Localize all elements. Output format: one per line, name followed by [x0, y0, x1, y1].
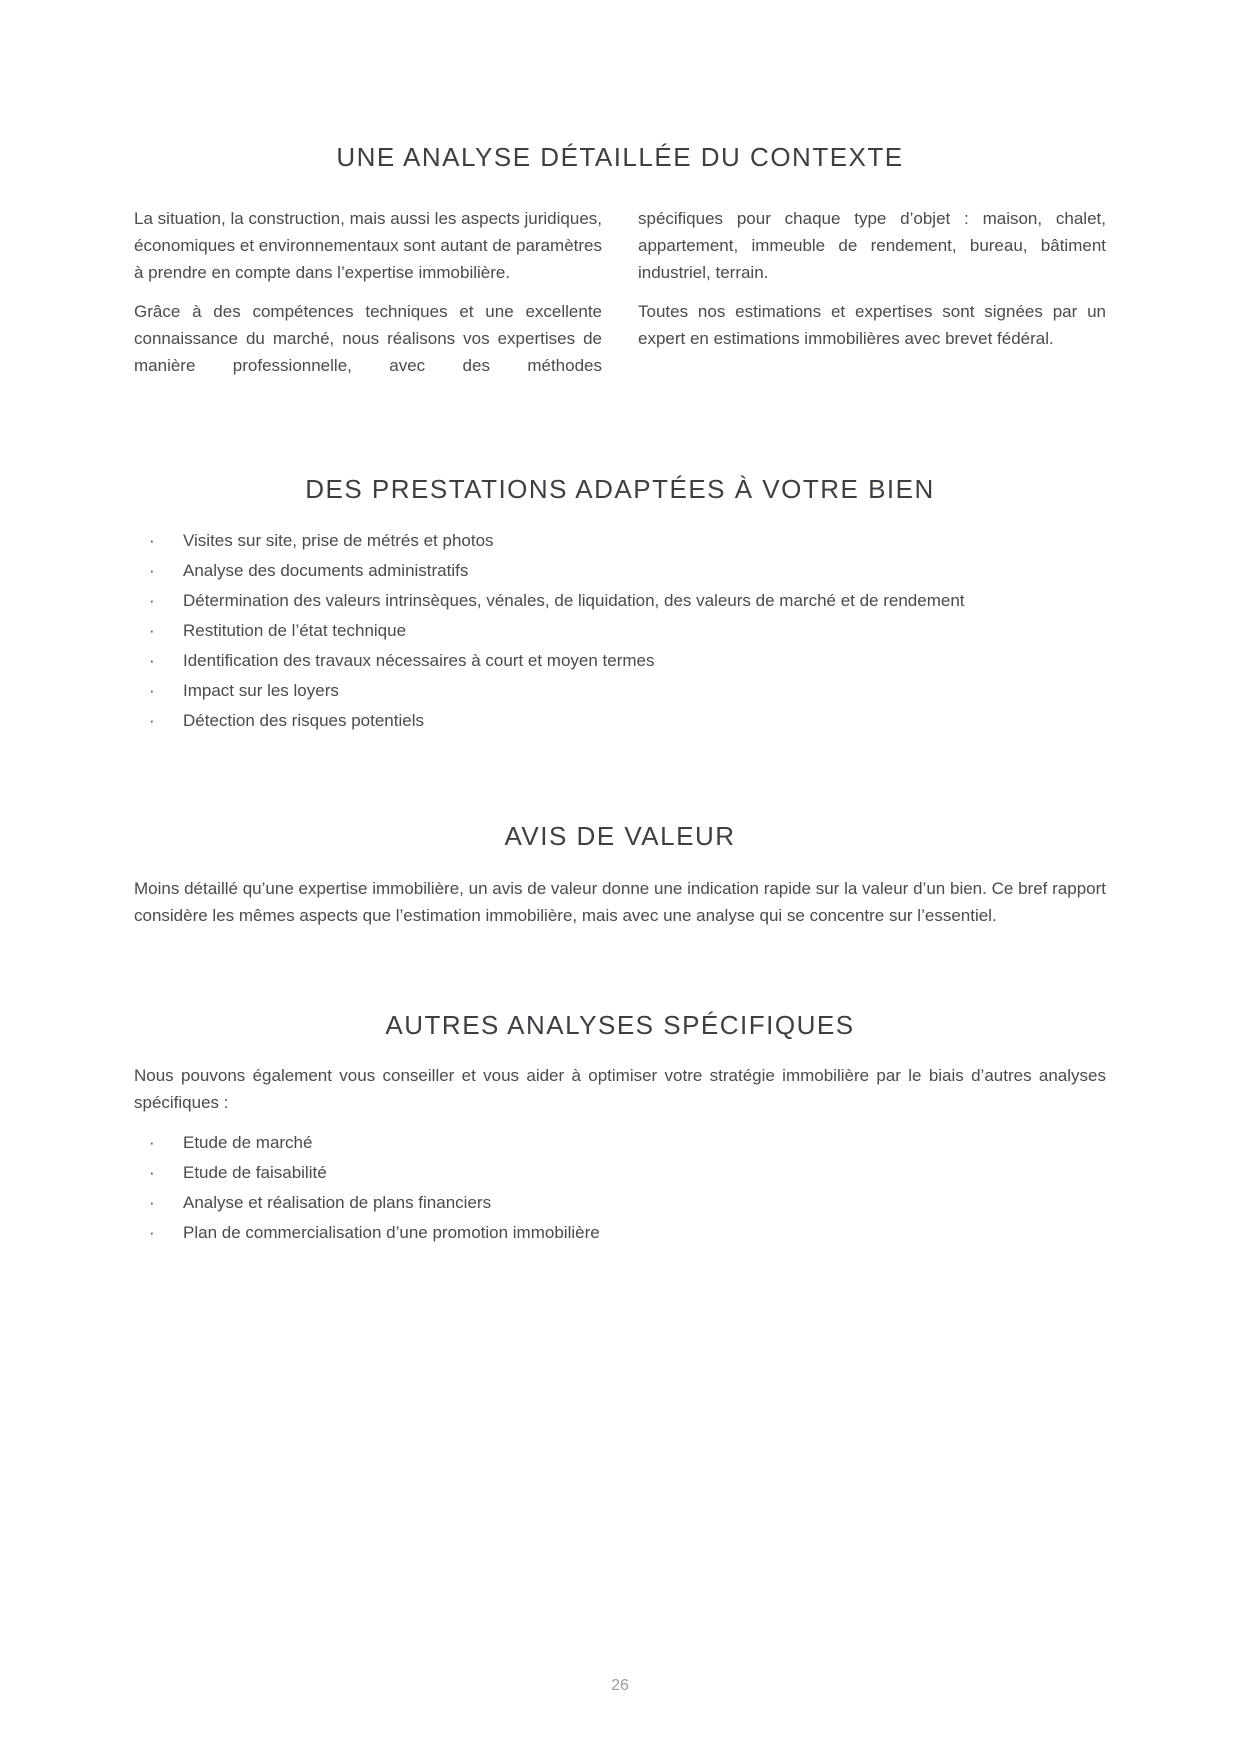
list-item-label: Plan de commercialisation d’une promotion immobilière [183, 1223, 600, 1242]
context-paragraph: Grâce à des compétences techniques et une excellente connaissance du marché, nous réalisons vos expertises de manière professionnelle, avec des méthodes [134, 302, 602, 375]
list-item-label: Restitution de l’état technique [183, 621, 407, 640]
avis-body: Moins détaillé qu’une expertise immobilière, un avis de valeur donne une indication rapide sur la valeur d’un bien. Ce bref rapport considère les mêmes aspects que l’estimation immobilière, mais avec une analyse qui se concentre sur l’essentiel. [134, 879, 1106, 925]
list-item [134, 526, 1106, 556]
section-context [134, 141, 1106, 379]
context-paragraph: spécifiques pour chaque type d’objet : maison, chalet, appartement, immeuble de rendement, bureau, bâtiment industriel, terrain. [638, 209, 1106, 282]
bullet-icon: · [149, 531, 155, 550]
context-column-right [638, 205, 1106, 379]
autres-intro: Nous pouvons également vous conseiller et vous aider à optimiser votre stratégie immobilière par le biais d’autres analyses spécifiques : [134, 1066, 1106, 1112]
list-item [134, 706, 1106, 736]
list-item-label: Détermination des valeurs intrinsèques, vénales, de liquidation, des valeurs de marché et de rendement [183, 591, 965, 610]
list-item-label: Visites sur site, prise de métrés et photos [183, 531, 494, 550]
list-item-label: Analyse des documents administratifs [183, 561, 469, 580]
list-item [134, 1128, 1106, 1158]
list-item-label: Impact sur les loyers [183, 681, 339, 700]
bullet-icon: · [149, 1163, 155, 1182]
list-item-label: Etude de faisabilité [183, 1163, 327, 1182]
section-prestations [134, 473, 1106, 736]
prestations-list [134, 526, 1106, 736]
context-title: UNE ANALYSE DÉTAILLÉE DU CONTEXTE [336, 142, 904, 172]
context-column-left [134, 205, 602, 379]
context-paragraph: La situation, la construction, mais aussi les aspects juridiques, économiques et environnementaux sont autant de paramètres à prendre en compte dans l’expertise immobilière. [134, 209, 602, 282]
bullet-icon: · [149, 1223, 155, 1242]
list-item-label: Analyse et réalisation de plans financiers [183, 1193, 492, 1212]
bullet-icon: · [149, 591, 155, 610]
bullet-icon: · [149, 561, 155, 580]
section-avis [134, 820, 1106, 929]
prestations-title: DES PRESTATIONS ADAPTÉES À VOTRE BIEN [305, 474, 935, 504]
autres-title: AUTRES ANALYSES SPÉCIFIQUES [385, 1010, 855, 1040]
context-paragraph: Toutes nos estimations et expertises sont signées par un expert en estimations immobilières avec brevet fédéral. [638, 302, 1106, 348]
context-columns [134, 205, 1106, 379]
list-item [134, 556, 1106, 586]
list-item [134, 676, 1106, 706]
list-item [134, 1218, 1106, 1248]
bullet-icon: · [149, 651, 155, 670]
section-autres [134, 1009, 1106, 1248]
list-item [134, 586, 1106, 616]
avis-title: AVIS DE VALEUR [504, 821, 736, 851]
page-number: 26 [611, 1677, 629, 1694]
list-item [134, 1158, 1106, 1188]
bullet-icon: · [149, 1133, 155, 1152]
list-item-label: Etude de marché [183, 1133, 313, 1152]
bullet-icon: · [149, 621, 155, 640]
bullet-icon: · [149, 711, 155, 730]
bullet-icon: · [149, 1193, 155, 1212]
list-item-label: Détection des risques potentiels [183, 711, 424, 730]
autres-list [134, 1128, 1106, 1248]
list-item [134, 646, 1106, 676]
list-item-label: Identification des travaux nécessaires à court et moyen termes [183, 651, 655, 670]
bullet-icon: · [149, 681, 155, 700]
list-item [134, 1188, 1106, 1218]
page-content [134, 0, 1106, 1248]
list-item [134, 616, 1106, 646]
